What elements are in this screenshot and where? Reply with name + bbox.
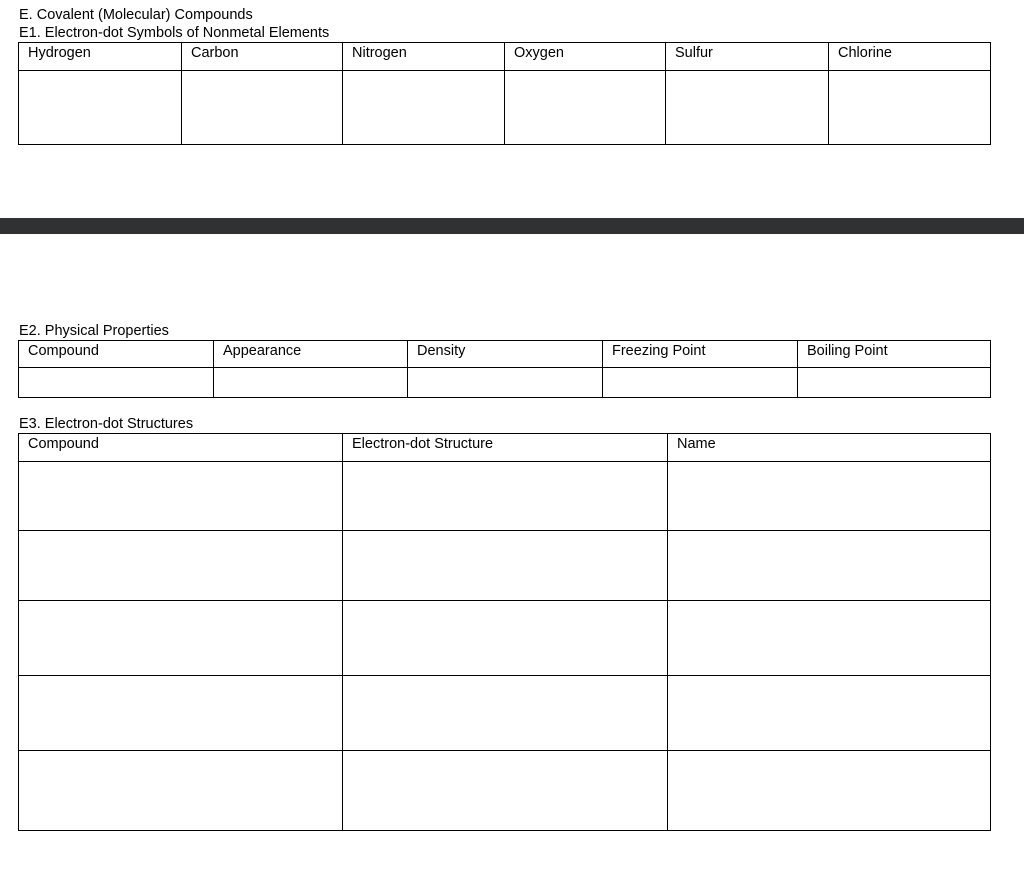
e2-header-density: Density — [408, 341, 603, 368]
e3-answer-row — [19, 462, 991, 531]
e3-cell-compound[interactable] — [19, 462, 343, 531]
e3-cell-compound[interactable] — [19, 676, 343, 751]
e1-header-nitrogen: Nitrogen — [343, 43, 505, 71]
e3-title: E3. Electron-dot Structures — [19, 416, 194, 432]
e2-title: E2. Physical Properties — [19, 323, 169, 339]
e1-header-sulfur: Sulfur — [666, 43, 829, 71]
e3-cell-name[interactable] — [668, 462, 991, 531]
e2-header-compound: Compound — [19, 341, 214, 368]
e3-answer-row — [19, 531, 991, 601]
e3-header-compound: Compound — [19, 434, 343, 462]
e3-cell-name[interactable] — [668, 601, 991, 676]
e3-answer-row — [19, 601, 991, 676]
e3-cell-compound[interactable] — [19, 601, 343, 676]
e2-header-appearance: Appearance — [214, 341, 408, 368]
e1-cell-sulfur[interactable] — [666, 71, 829, 145]
e3-answer-row — [19, 676, 991, 751]
e2-header-freezing-point: Freezing Point — [603, 341, 798, 368]
e2-cell-boiling-point[interactable] — [798, 368, 991, 398]
e1-cell-chlorine[interactable] — [829, 71, 991, 145]
e2-table — [18, 340, 991, 398]
e3-cell-name[interactable] — [668, 531, 991, 601]
e3-cell-name[interactable] — [668, 676, 991, 751]
e2-cell-freezing-point[interactable] — [603, 368, 798, 398]
e3-cell-structure[interactable] — [343, 531, 668, 601]
e1-header-oxygen: Oxygen — [505, 43, 666, 71]
e3-cell-structure[interactable] — [343, 676, 668, 751]
e3-header-electron-dot-structure: Electron-dot Structure — [343, 434, 668, 462]
e3-answer-row — [19, 751, 991, 831]
e1-cell-oxygen[interactable] — [505, 71, 666, 145]
e3-cell-structure[interactable] — [343, 462, 668, 531]
e2-cell-appearance[interactable] — [214, 368, 408, 398]
e2-cell-density[interactable] — [408, 368, 603, 398]
e3-cell-compound[interactable] — [19, 531, 343, 601]
e3-header-name: Name — [668, 434, 991, 462]
e1-header-carbon: Carbon — [182, 43, 343, 71]
e3-cell-structure[interactable] — [343, 601, 668, 676]
e1-cell-hydrogen[interactable] — [19, 71, 182, 145]
e3-cell-compound[interactable] — [19, 751, 343, 831]
e3-cell-structure[interactable] — [343, 751, 668, 831]
e3-header-row — [19, 434, 991, 462]
e1-header-hydrogen: Hydrogen — [19, 43, 182, 71]
e1-table — [18, 42, 991, 145]
e2-header-boiling-point: Boiling Point — [798, 341, 991, 368]
e3-cell-name[interactable] — [668, 751, 991, 831]
e2-cell-compound[interactable] — [19, 368, 214, 398]
e1-answer-row — [19, 71, 991, 145]
e2-answer-row — [19, 368, 991, 398]
e1-cell-nitrogen[interactable] — [343, 71, 505, 145]
e3-table — [18, 433, 991, 831]
page-separator-band — [0, 218, 1024, 234]
e1-header-row — [19, 43, 991, 71]
e1-header-chlorine: Chlorine — [829, 43, 991, 71]
e2-header-row — [19, 341, 991, 368]
e1-title: E1. Electron-dot Symbols of Nonmetal Elements — [19, 25, 330, 41]
e1-cell-carbon[interactable] — [182, 71, 343, 145]
section-title: E. Covalent (Molecular) Compounds — [19, 7, 253, 23]
